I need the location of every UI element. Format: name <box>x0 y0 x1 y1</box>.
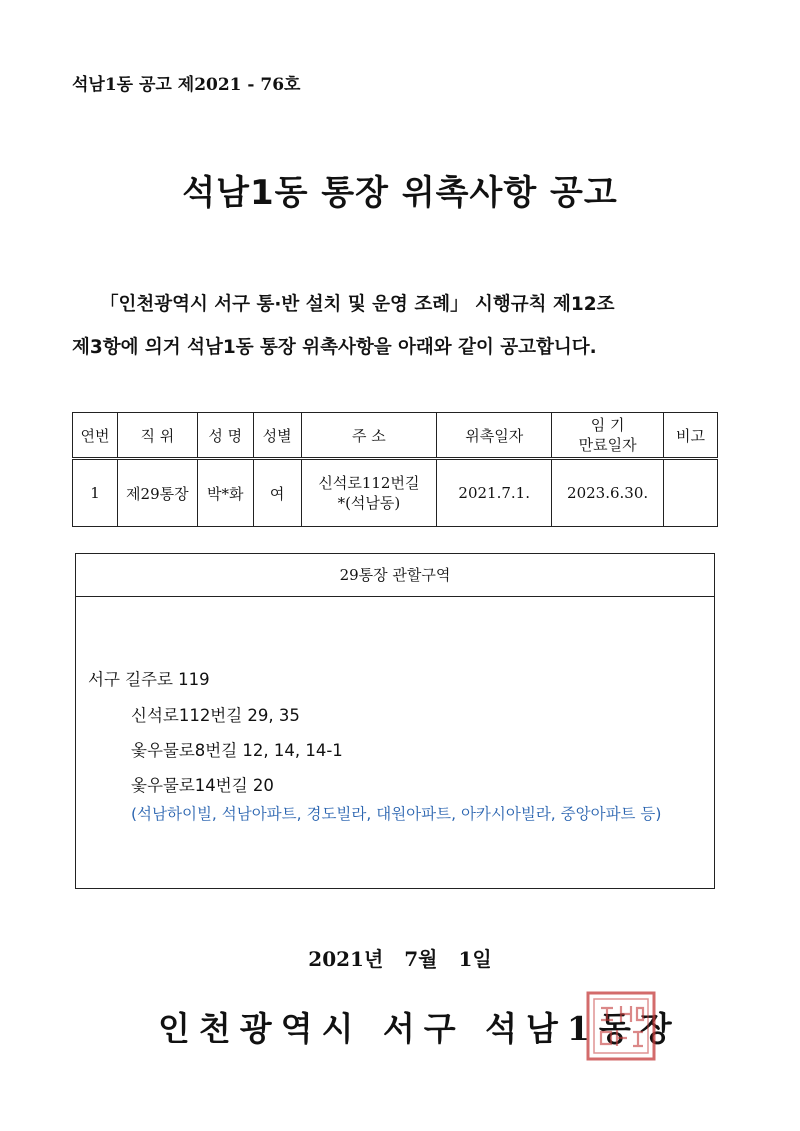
district-line: 옻우물로8번길 12, 14, 14-1 <box>131 741 343 760</box>
cell-address-line1: 신석로112번길 <box>318 474 420 492</box>
official-seal-icon <box>585 990 657 1062</box>
cell-appointed: 2021.7.1. <box>437 459 552 527</box>
district-title: 29통장 관할구역 <box>76 554 714 597</box>
cell-address-line2: *(석남동) <box>337 494 401 512</box>
cell-address <box>301 459 437 527</box>
table-row <box>73 459 718 527</box>
district-box <box>75 553 715 889</box>
intro-line-2: 제3항에 의거 석남1동 통장 위촉사항을 아래와 같이 공고합니다. <box>72 337 597 358</box>
header-name: 성 명 <box>197 413 253 459</box>
district-note: (석남하이빌, 석남아파트, 경도빌라, 대원아파트, 아카시아빌라, 중앙아파트 등) <box>131 805 662 823</box>
district-line: 옻우물로14번길 20 <box>131 776 274 795</box>
header-address: 주 소 <box>301 413 437 459</box>
header-remarks: 비고 <box>664 413 718 459</box>
header-term-bottom: 만료일자 <box>578 436 637 454</box>
cell-expires: 2023.6.30. <box>552 459 664 527</box>
header-appointed: 위촉일자 <box>437 413 552 459</box>
cell-position: 제29통장 <box>117 459 197 527</box>
district-line: 서구 길주로 119 <box>88 670 210 689</box>
cell-gender: 여 <box>253 459 301 527</box>
district-line: 신석로112번길 29, 35 <box>131 706 300 725</box>
notice-date: 2021년 7월 1일 <box>308 947 492 971</box>
cell-remarks <box>664 459 718 527</box>
table-header-row <box>73 413 718 459</box>
cell-name: 박*화 <box>197 459 253 527</box>
header-term <box>552 413 664 459</box>
cell-no: 1 <box>73 459 118 527</box>
page-title: 석남1동 통장 위촉사항 공고 <box>182 173 618 213</box>
intro-line-1: 「인천광역시 서구 통·반 설치 및 운영 조례」 시행규칙 제12조 <box>100 294 615 315</box>
header-position: 직 위 <box>117 413 197 459</box>
notice-number: 석남1동 공고 제2021 - 76호 <box>72 75 301 95</box>
header-term-top: 임 기 <box>590 416 625 434</box>
header-gender: 성별 <box>253 413 301 459</box>
issuer-name: 인천광역시 서구 석남1동장 <box>158 1009 681 1048</box>
appointment-table <box>72 412 718 527</box>
header-no: 연번 <box>73 413 118 459</box>
